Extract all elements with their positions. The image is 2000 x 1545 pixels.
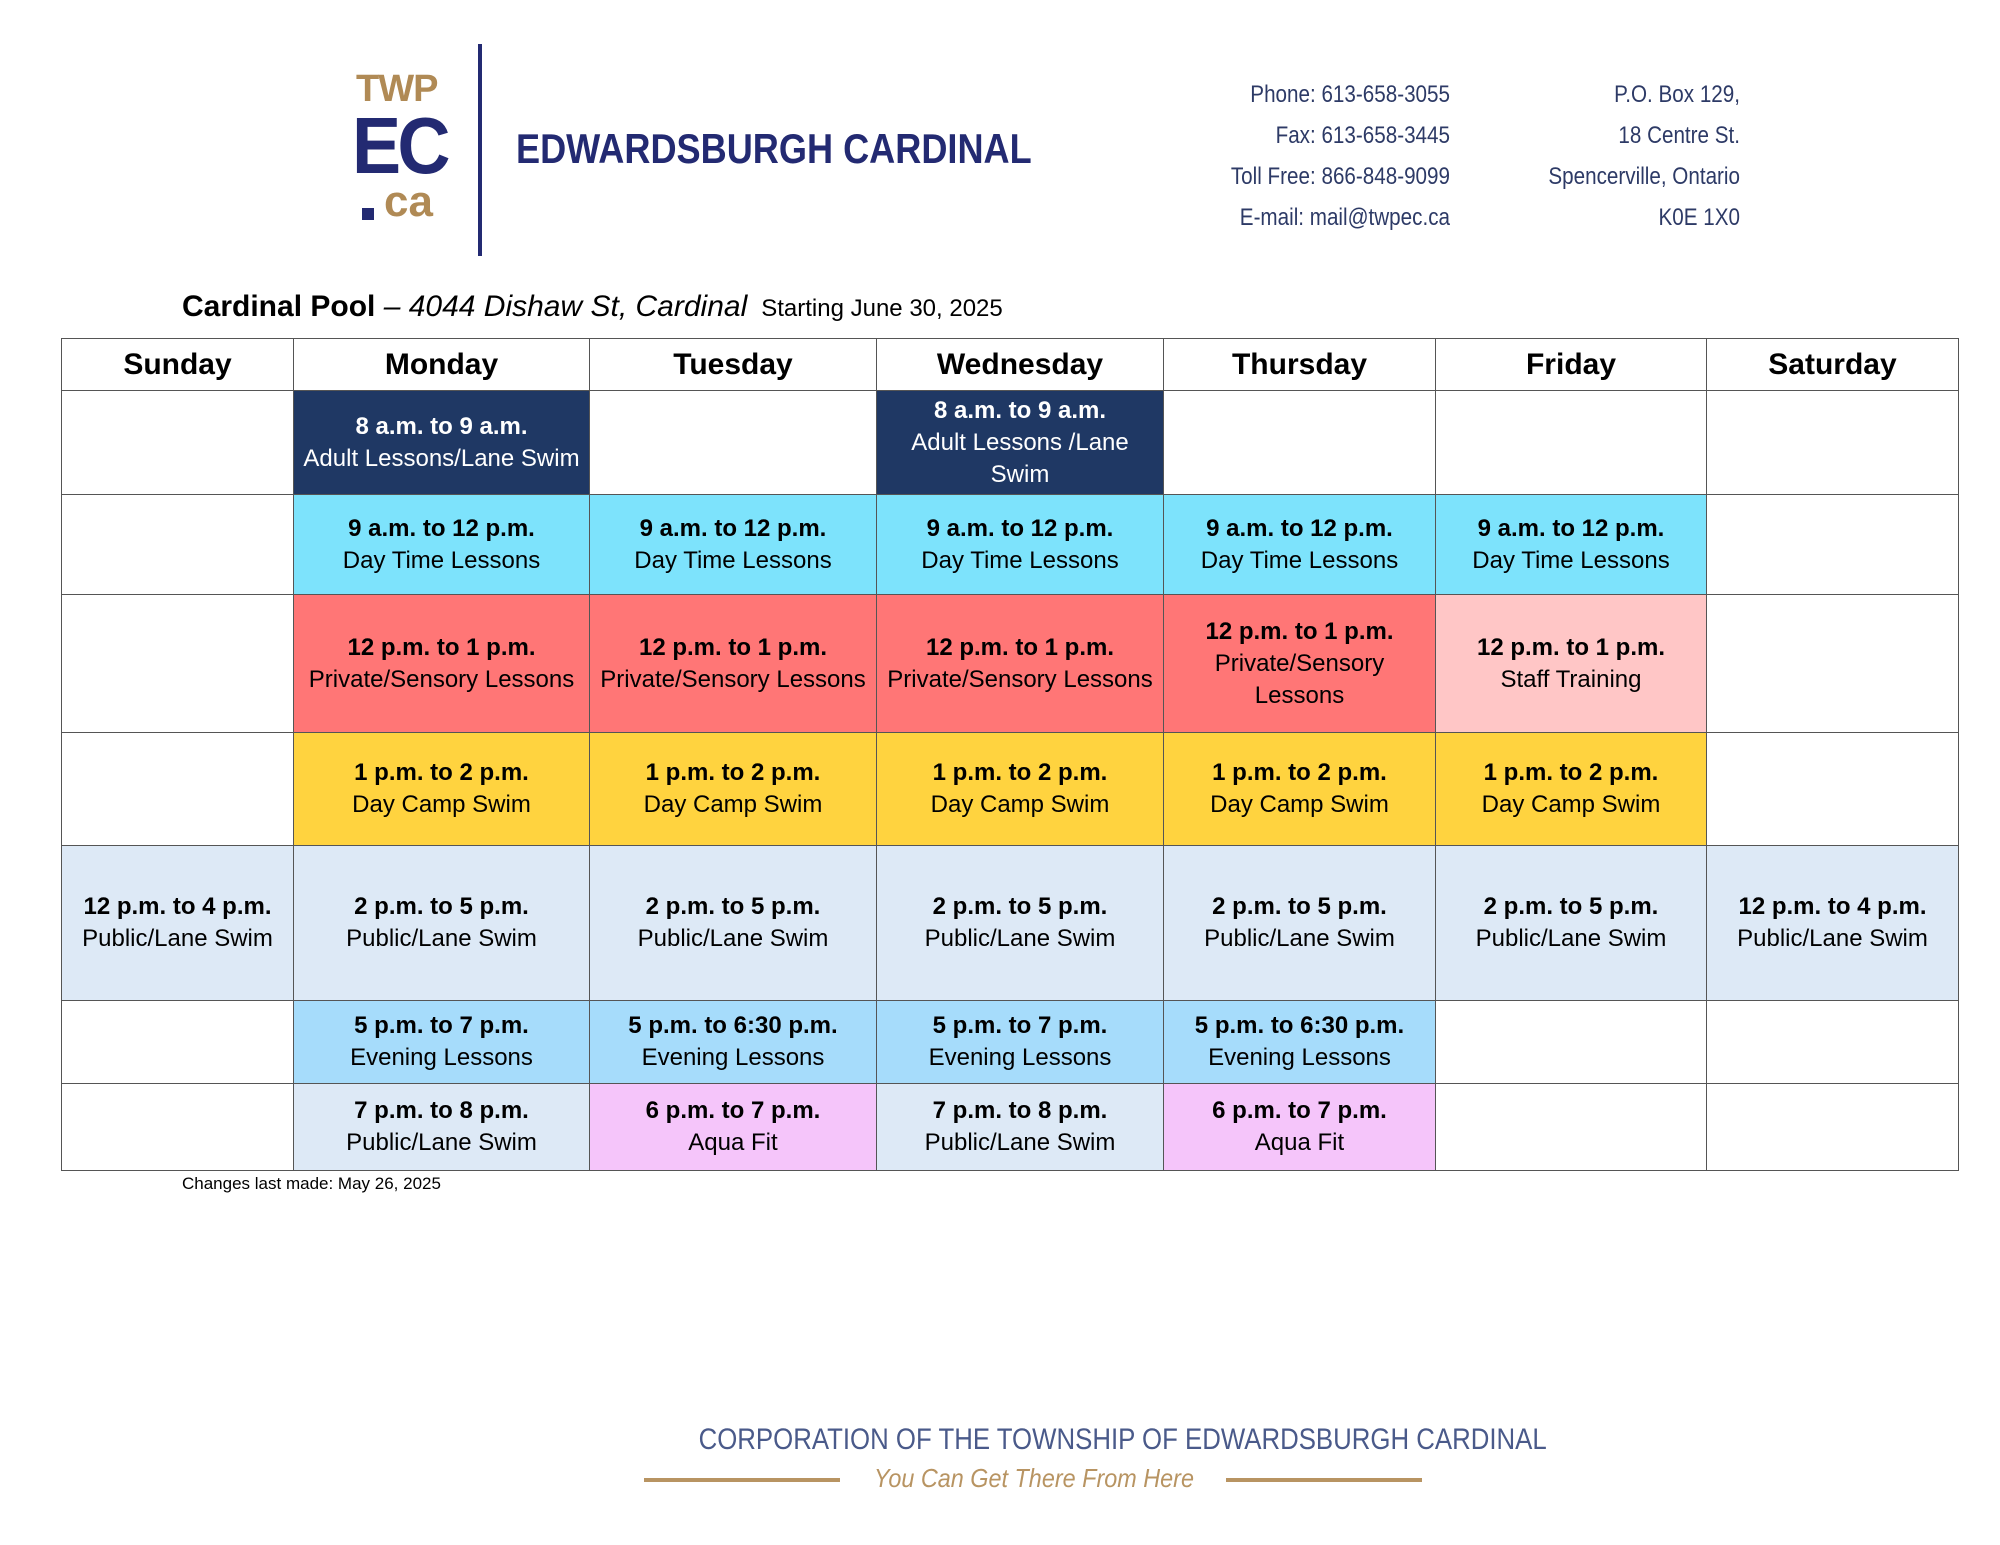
- schedule-cell: [877, 1084, 1164, 1171]
- address-line: 18 Centre St.: [1618, 122, 1740, 149]
- schedule-cell: [294, 1001, 590, 1084]
- session-time: 2 p.m. to 5 p.m.: [1483, 893, 1659, 920]
- schedule-cell: [294, 733, 590, 846]
- session-time: 1 p.m. to 2 p.m.: [1212, 759, 1387, 786]
- letterhead-divider: [478, 44, 482, 256]
- schedule-cell: [877, 733, 1164, 846]
- schedule-cell: [294, 595, 590, 733]
- day-header: Friday: [1436, 339, 1707, 391]
- schedule-cell: [590, 733, 877, 846]
- title-separator: –: [375, 290, 409, 323]
- schedule-row: [62, 1084, 1959, 1171]
- schedule-cell: [1164, 391, 1436, 495]
- session-activity: Private/Sensory Lessons: [600, 665, 866, 693]
- session-time: 5 p.m. to 7 p.m.: [932, 1012, 1108, 1039]
- schedule-cell: [1436, 391, 1707, 495]
- session-time: 5 p.m. to 6:30 p.m.: [1194, 1012, 1405, 1039]
- schedule-cell: [62, 846, 294, 1001]
- session-time: 6 p.m. to 7 p.m.: [645, 1097, 821, 1124]
- footer-corporation: CORPORATION OF THE TOWNSHIP OF EDWARDSBURGH CARDINAL: [698, 1423, 1547, 1456]
- session-activity: Staff Training: [1500, 665, 1642, 693]
- schedule-cell: [590, 1084, 877, 1171]
- pool-name: Cardinal Pool: [182, 290, 376, 323]
- schedule-cell: [1436, 495, 1707, 595]
- address-line: K0E 1X0: [1658, 204, 1740, 231]
- session-activity: Evening Lessons: [928, 1044, 1112, 1071]
- page-title: [182, 290, 1003, 324]
- day-header: Thursday: [1164, 339, 1436, 391]
- schedule-cell: [877, 595, 1164, 733]
- session-time: 9 a.m. to 12 p.m.: [1477, 514, 1665, 542]
- schedule-cell: [1164, 846, 1436, 1001]
- session-activity: Day Time Lessons: [1472, 546, 1670, 574]
- session-time: 12 p.m. to 1 p.m.: [638, 633, 828, 661]
- footer-tagline: You Can Get There From Here: [874, 1463, 1194, 1493]
- schedule-cell: [1436, 595, 1707, 733]
- schedule-cell: [1164, 733, 1436, 846]
- address-line: Spencerville, Ontario: [1548, 163, 1740, 190]
- schedule-cell: [1707, 1001, 1959, 1084]
- schedule-cell: [62, 495, 294, 595]
- mailing-address: [1482, 74, 1740, 238]
- session-time: 8 a.m. to 9 a.m.: [933, 396, 1107, 424]
- session-activity: Evening Lessons: [641, 1044, 825, 1071]
- schedule-cell: [1436, 733, 1707, 846]
- schedule-cell: [1707, 495, 1959, 595]
- session-activity: Public/Lane Swim: [346, 1129, 537, 1156]
- session-time: 1 p.m. to 2 p.m.: [1483, 759, 1659, 786]
- session-time: 1 p.m. to 2 p.m.: [932, 759, 1108, 786]
- schedule-cell: [294, 391, 590, 495]
- session-activity: Private/Sensory Lessons: [887, 665, 1153, 693]
- schedule-cell: [1164, 1001, 1436, 1084]
- schedule-cell: [877, 495, 1164, 595]
- schedule-row: [62, 733, 1959, 846]
- session-activity: Evening Lessons: [1208, 1044, 1391, 1071]
- schedule-cell: [590, 846, 877, 1001]
- schedule-cell: [62, 595, 294, 733]
- session-time: 7 p.m. to 8 p.m.: [354, 1097, 529, 1124]
- session-activity: Public/Lane Swim: [346, 925, 537, 952]
- logo-twp-text: TWP: [356, 68, 438, 110]
- address-line: P.O. Box 129,: [1614, 81, 1740, 108]
- schedule-row: [62, 595, 1959, 733]
- schedule-cell: [294, 846, 590, 1001]
- schedule-cell: [294, 495, 590, 595]
- schedule-cell: [1436, 846, 1707, 1001]
- schedule-cell: [1707, 595, 1959, 733]
- schedule-row: [62, 846, 1959, 1001]
- session-time: 12 p.m. to 1 p.m.: [347, 633, 536, 661]
- schedule-cell: [590, 495, 877, 595]
- schedule-cell: [1707, 733, 1959, 846]
- session-activity: Day Time Lessons: [634, 546, 832, 574]
- session-activity: Public/Lane Swim: [1475, 925, 1667, 952]
- schedule-row: [62, 1001, 1959, 1084]
- session-activity: Public/Lane Swim: [924, 925, 1116, 952]
- session-activity: Public/Lane Swim: [82, 925, 273, 952]
- start-date: Starting June 30, 2025: [761, 295, 1003, 322]
- contact-info: [1166, 74, 1450, 238]
- session-time: 2 p.m. to 5 p.m.: [645, 893, 821, 920]
- schedule-cell: [877, 846, 1164, 1001]
- session-activity: Evening Lessons: [350, 1044, 533, 1071]
- session-time: 12 p.m. to 1 p.m.: [1205, 617, 1394, 645]
- schedule-row: [62, 391, 1959, 495]
- day-header: Monday: [294, 339, 590, 391]
- session-time: 8 a.m. to 9 a.m.: [355, 412, 528, 440]
- fax-line: Fax: 613-658-3445: [1275, 122, 1450, 149]
- logo-ca-text: ca: [384, 177, 433, 226]
- session-time: 9 a.m. to 12 p.m.: [1206, 514, 1393, 542]
- session-activity: Day Camp Swim: [930, 791, 1110, 818]
- schedule-cell: [1164, 1084, 1436, 1171]
- schedule-cell: [1164, 595, 1436, 733]
- session-activity: Private/Sensory Lessons: [1214, 649, 1385, 709]
- schedule-cell: [590, 595, 877, 733]
- session-activity: Adult Lessons /Lane Swim: [911, 428, 1129, 488]
- session-time: 12 p.m. to 1 p.m.: [1476, 633, 1666, 661]
- day-header: Tuesday: [590, 339, 877, 391]
- session-activity: Day Camp Swim: [1481, 791, 1661, 818]
- footer-rule-right: [1226, 1478, 1422, 1482]
- schedule-row: [62, 495, 1959, 595]
- schedule-cell: [1707, 1084, 1959, 1171]
- schedule-cell: [294, 1084, 590, 1171]
- schedule-cell: [1707, 391, 1959, 495]
- session-activity: Adult Lessons/Lane Swim: [303, 444, 580, 472]
- day-header: Saturday: [1707, 339, 1959, 391]
- schedule-table: [61, 338, 1959, 1171]
- schedule-cell: [1164, 495, 1436, 595]
- session-activity: Day Time Lessons: [342, 546, 541, 574]
- logo-dot: [362, 208, 374, 220]
- session-time: 9 a.m. to 12 p.m.: [926, 514, 1114, 542]
- schedule-cell: [590, 1001, 877, 1084]
- session-activity: Day Camp Swim: [352, 791, 531, 818]
- session-time: 2 p.m. to 5 p.m.: [354, 893, 529, 920]
- session-time: 7 p.m. to 8 p.m.: [932, 1097, 1108, 1124]
- session-activity: Day Time Lessons: [1200, 546, 1399, 574]
- session-time: 9 a.m. to 12 p.m.: [639, 514, 827, 542]
- session-activity: Public/Lane Swim: [924, 1129, 1116, 1156]
- toll-free-line: Toll Free: 866-848-9099: [1230, 163, 1450, 190]
- schedule-cell: [1436, 1084, 1707, 1171]
- session-time: 2 p.m. to 5 p.m.: [1212, 893, 1387, 920]
- session-time: 12 p.m. to 4 p.m.: [1738, 893, 1927, 920]
- changes-note: Changes last made: May 26, 2025: [182, 1174, 441, 1193]
- schedule-cell: [62, 733, 294, 846]
- schedule-cell: [877, 1001, 1164, 1084]
- session-time: 5 p.m. to 6:30 p.m.: [628, 1012, 838, 1039]
- schedule-cell: [62, 1001, 294, 1084]
- session-activity: Public/Lane Swim: [1737, 925, 1928, 952]
- day-header: Sunday: [62, 339, 294, 391]
- session-activity: Private/Sensory Lessons: [308, 665, 575, 693]
- session-activity: Day Camp Swim: [643, 791, 823, 818]
- session-time: 12 p.m. to 1 p.m.: [925, 633, 1115, 661]
- schedule-cell: [62, 1084, 294, 1171]
- session-time: 9 a.m. to 12 p.m.: [348, 514, 535, 542]
- session-time: 12 p.m. to 4 p.m.: [83, 893, 272, 920]
- day-header-row: [62, 339, 1959, 391]
- phone-line: Phone: 613-658-3055: [1250, 81, 1450, 108]
- session-activity: Public/Lane Swim: [637, 925, 829, 952]
- session-time: 1 p.m. to 2 p.m.: [354, 759, 529, 786]
- session-activity: Public/Lane Swim: [1204, 925, 1395, 952]
- schedule-cell: [62, 391, 294, 495]
- pool-address: 4044 Dishaw St, Cardinal: [408, 290, 748, 323]
- schedule-cell: [1707, 846, 1959, 1001]
- session-activity: Day Time Lessons: [921, 546, 1119, 574]
- session-time: 6 p.m. to 7 p.m.: [1212, 1097, 1387, 1124]
- schedule-cell: [877, 391, 1164, 495]
- session-time: 5 p.m. to 7 p.m.: [354, 1012, 529, 1039]
- session-time: 2 p.m. to 5 p.m.: [932, 893, 1108, 920]
- session-time: 1 p.m. to 2 p.m.: [645, 759, 821, 786]
- logo-ec-text: EC: [352, 101, 447, 190]
- session-activity: Aqua Fit: [688, 1129, 778, 1156]
- session-activity: Aqua Fit: [1254, 1129, 1345, 1156]
- email-line: E-mail: mail@twpec.ca: [1239, 204, 1450, 231]
- day-header: Wednesday: [877, 339, 1164, 391]
- brand-name: EDWARDSBURGH CARDINAL: [516, 125, 1032, 172]
- township-logo: [352, 68, 456, 230]
- session-activity: Day Camp Swim: [1210, 791, 1389, 818]
- schedule-cell: [1436, 1001, 1707, 1084]
- schedule-cell: [590, 391, 877, 495]
